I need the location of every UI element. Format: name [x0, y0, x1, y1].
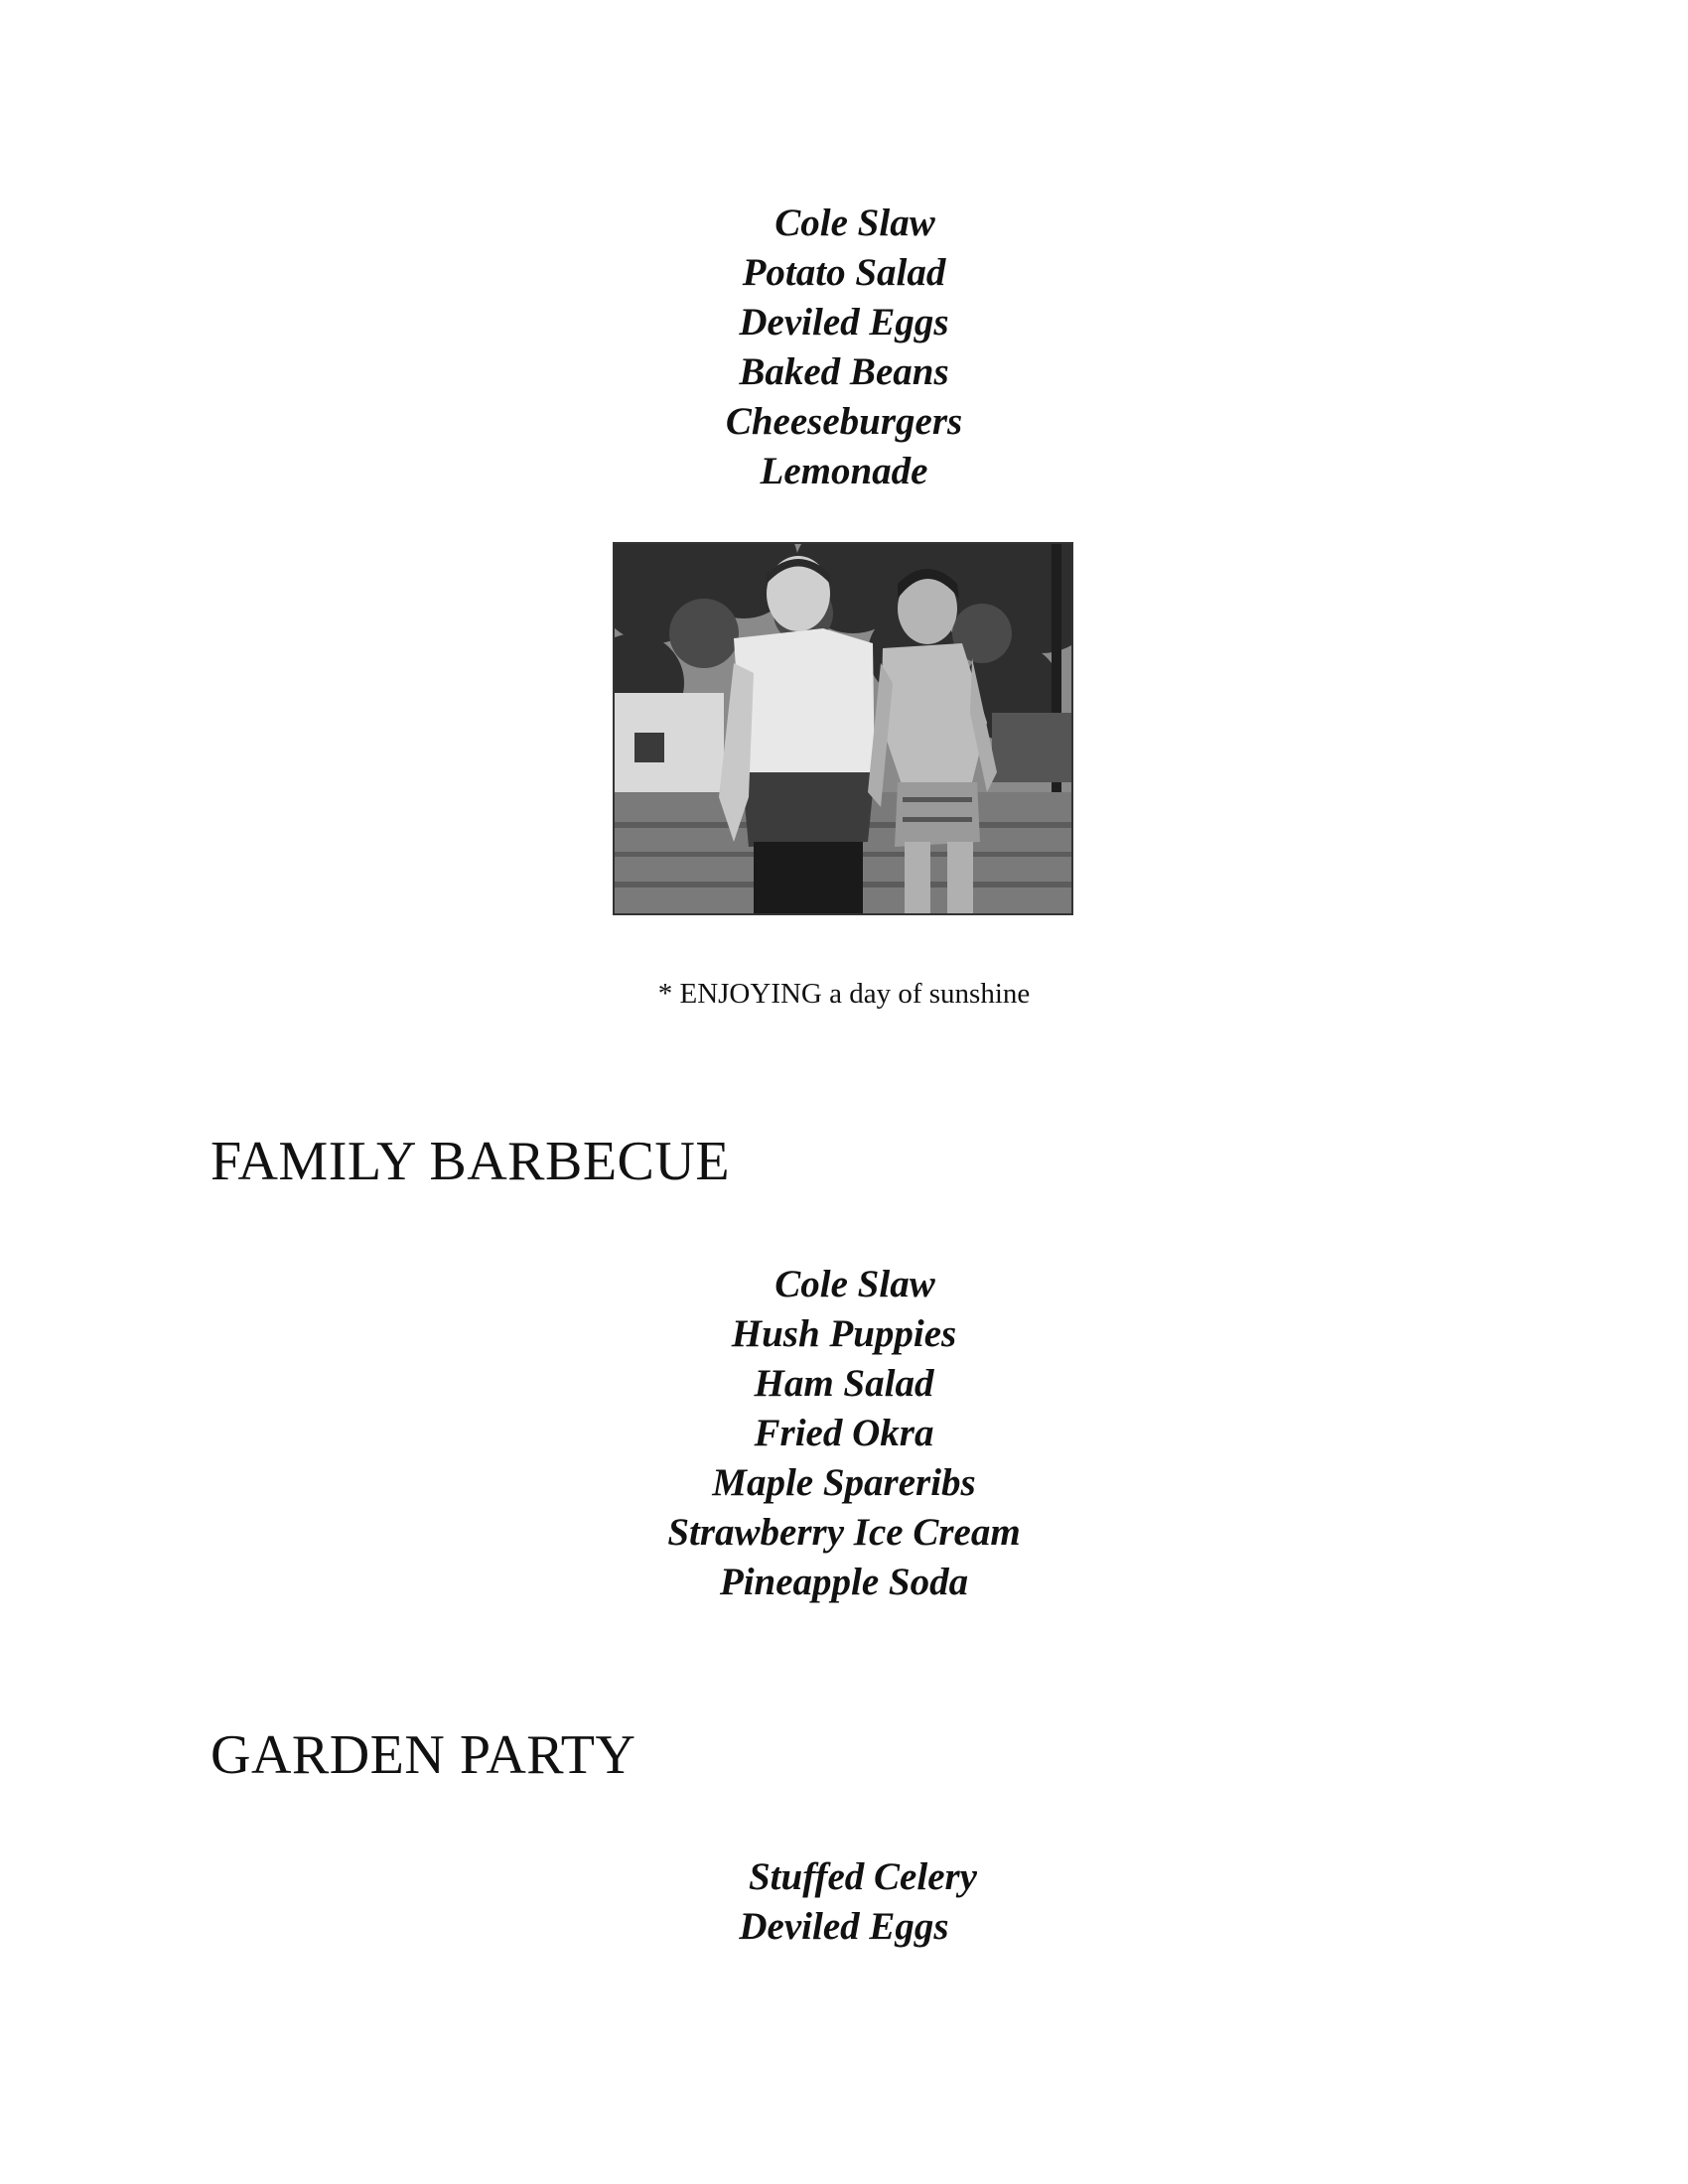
menu-item: Potato Salad — [742, 251, 946, 294]
photo-caption: * ENJOYING a day of sunshine — [657, 978, 1031, 1010]
menu-item: Strawberry Ice Cream — [667, 1511, 1021, 1554]
photograph — [613, 542, 1073, 915]
menu-item: Pineapple Soda — [719, 1561, 969, 1603]
menu-list-1 — [0, 199, 1688, 496]
menu-item: Baked Beans — [739, 350, 949, 393]
menu-item: Fried Okra — [754, 1412, 934, 1454]
menu-list-2 — [0, 1260, 1688, 1607]
menu-item: Cheeseburgers — [725, 400, 963, 443]
section-heading-family-barbecue: FAMILY BARBECUE — [211, 1131, 731, 1192]
menu-item: Hush Puppies — [731, 1312, 957, 1355]
menu-item: Deviled Eggs — [739, 301, 949, 343]
photo-illustration — [615, 544, 1071, 913]
menu-item: Lemonade — [760, 450, 928, 492]
menu-item: Cole Slaw — [774, 1263, 935, 1305]
section-heading-garden-party: GARDEN PARTY — [211, 1724, 636, 1786]
menu-item: Maple Spareribs — [712, 1461, 976, 1504]
menu-item: Cole Slaw — [774, 202, 935, 244]
menu-item: Stuffed Celery — [748, 1855, 977, 1898]
menu-item: Deviled Eggs — [739, 1905, 949, 1948]
menu-list-3 — [0, 1852, 1688, 1952]
menu-item: Ham Salad — [754, 1362, 934, 1405]
